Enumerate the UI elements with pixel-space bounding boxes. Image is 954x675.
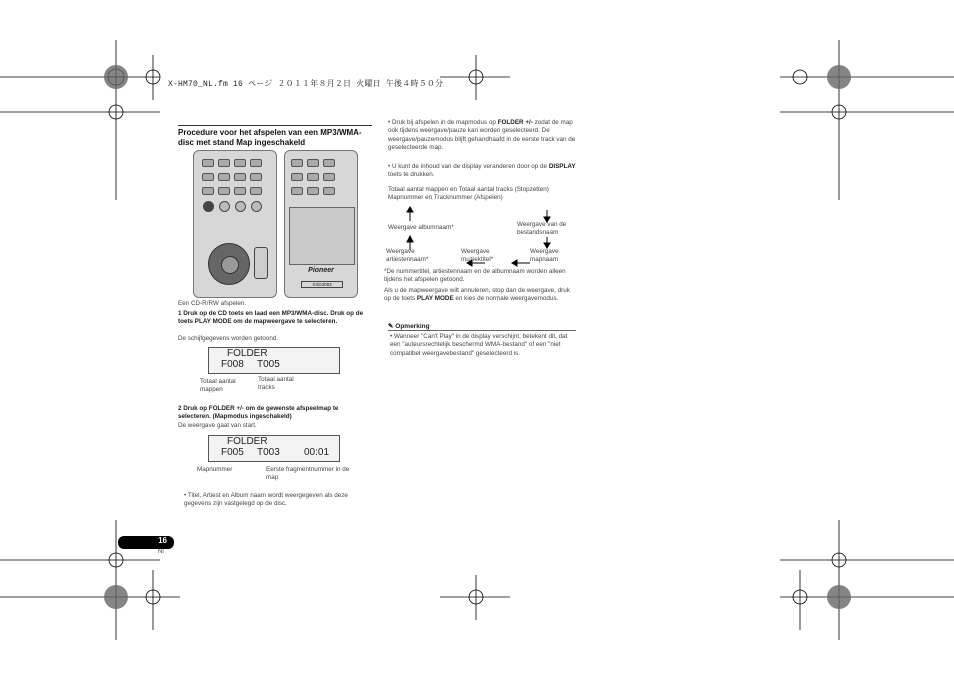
step-2: 2 Druk op FOLDER +/- om de gewenste afspeelmap te selecteren. (Mapmodus ingeschakeld) — [178, 405, 339, 421]
brand-logo: Pioneer — [308, 267, 334, 274]
lcd2-track-number: T003 — [257, 447, 280, 458]
lcd1-folder-count: F008 — [221, 359, 244, 370]
note-divider — [388, 330, 576, 331]
lcd2-folder-number: F005 — [221, 447, 244, 458]
cancel-instructions: Als u de mapweergave wilt annuleren, stop dan de weergave, druk op de toets PLAY MODE en kies de normale weergavemodus. — [384, 287, 570, 303]
lcd2-label-folder: Mapnummer — [197, 466, 233, 473]
remote-button — [202, 187, 214, 195]
remote-button — [250, 187, 262, 195]
remote-button — [218, 159, 230, 167]
remote-illustration-right — [284, 150, 358, 298]
lcd2-line1: FOLDER — [227, 436, 268, 447]
footnote: *De nummertitel, artiestennaam en de albumnaam worden alleen tijdens het afspelen getoond. — [384, 268, 566, 284]
remote-button — [307, 159, 319, 167]
lcd1-label-tracks: Totaal aantal tracks — [258, 376, 294, 391]
dpad — [208, 243, 250, 285]
remote-button — [307, 173, 319, 181]
remote-button — [307, 187, 319, 195]
remote-button — [291, 173, 303, 181]
step-1: 1 Druk op de CD toets en laad een MP3/WMA-disc. Druk op de toets PLAY MODE om de mapweergave te selecteren. — [178, 310, 364, 326]
note-icon: ✎ — [388, 323, 396, 330]
enter-button — [221, 256, 239, 274]
remote-button — [291, 159, 303, 167]
lcd2-time: 00:01 — [304, 447, 330, 458]
step-1-result: De schijfgegevens worden getoond. — [178, 335, 279, 342]
note-body: • Wanneer "Can't Play" in de display verschijnt, betekent dit, dat een "auteursrechtelijk beschermd WMA-bestand" of een "niet compatibel weergavebestand" geselecteerd is. — [390, 333, 568, 357]
lcd2-label-first-track: Eerste fragmentnummer in de map — [266, 466, 350, 481]
note-heading: ✎ Opmerking — [388, 323, 430, 330]
step-2-result: De weergave gaat van start. — [178, 422, 257, 429]
remote-button — [219, 201, 230, 212]
volume-rocker — [254, 247, 268, 279]
remote-button — [250, 159, 262, 167]
flow-filename: Weergave van de bestandsnaam — [517, 221, 567, 236]
remote-button — [250, 173, 262, 181]
lcd-display-1 — [208, 347, 340, 374]
model-label: XXD3093 — [301, 281, 343, 288]
remote-button — [202, 173, 214, 181]
remote-button — [323, 173, 335, 181]
remote-button — [218, 187, 230, 195]
remote-button — [251, 201, 262, 212]
cd-rw-button — [203, 201, 214, 212]
remote-button — [323, 159, 335, 167]
remote-button — [234, 159, 246, 167]
remote-button — [202, 159, 214, 167]
flow-artist: Weergave artiestennaam* — [386, 248, 429, 263]
remote-button — [218, 173, 230, 181]
remote-button — [235, 201, 246, 212]
lcd-display-2 — [208, 435, 340, 462]
remote-caption: Een CD-R/RW afspelen. — [178, 300, 247, 307]
flow-header: Totaal aantal mappen en Totaal aantal tracks (Stopzetten) Mapnummer en Tracknummer (Afspelen) — [388, 186, 549, 202]
remote-button — [323, 187, 335, 195]
lcd1-label-folders: Totaal aantal mappen — [200, 378, 236, 393]
flow-arrows — [380, 205, 580, 275]
page-number: 16 — [158, 536, 167, 545]
remote-button — [291, 187, 303, 195]
file-header: X-HM70_NL.fm 16 ページ ２０１１年８月２日 火曜日 午後４時５０分 — [168, 80, 444, 89]
remote-button — [234, 187, 246, 195]
remote-button — [234, 173, 246, 181]
right-bullet-1: • Druk bij afspelen in de mapmodus op FOLDER +/- zodat de map ook tijdens weergave/pauze kan worden geselecteerd. De weergave/pauzemodus blijft gehandhaafd in de eerste track van de geselecteerde map. — [388, 119, 576, 152]
left-bullet: • Titel, Artiest en Album naam wordt weergegeven als deze gegevens zijn vastgelegd op de disc. — [184, 492, 348, 508]
lcd1-track-count: T005 — [257, 359, 280, 370]
right-bullet-2: • U kunt de inhoud van de display veranderen door op de DISPLAY toets te drukken. — [388, 163, 576, 179]
lcd1-line1: FOLDER — [227, 348, 268, 359]
flow-title: Weergave muziektitel* — [461, 248, 494, 263]
remote-illustration-left — [193, 150, 277, 298]
page-number-badge — [118, 536, 174, 549]
flow-album: Weergave albumnaam* — [388, 224, 454, 231]
language-label: Nl — [158, 549, 164, 555]
flow-mapname: Weergave mapnaam — [530, 248, 559, 263]
keypad — [289, 207, 355, 265]
section-title: Procedure voor het afspelen van een MP3/WMA-disc met stand Map ingeschakeld — [178, 125, 372, 148]
